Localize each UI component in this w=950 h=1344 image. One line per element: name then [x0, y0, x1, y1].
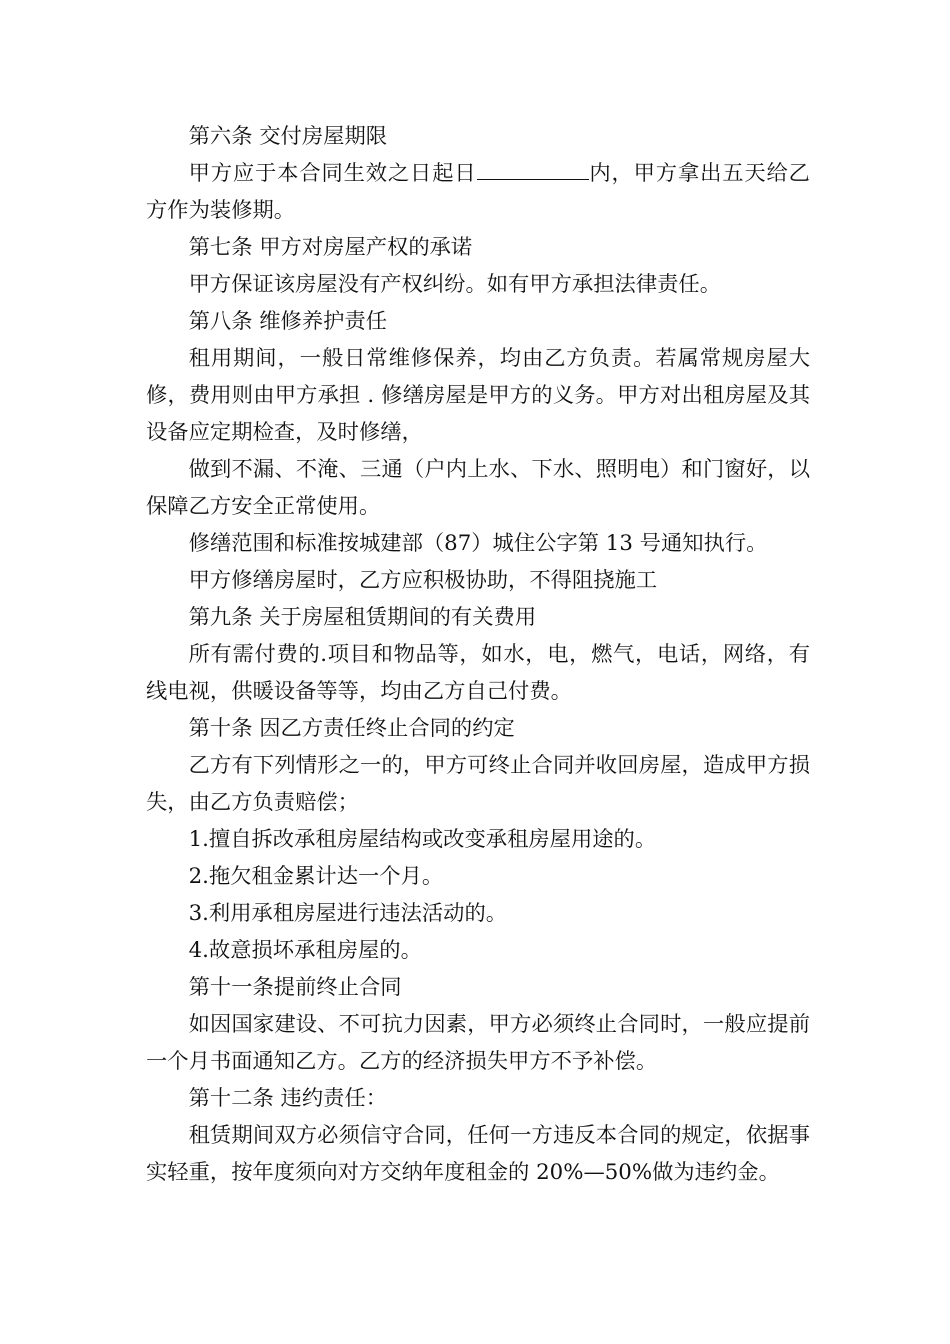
article-6-body-end: 内，甲方拿出五天给乙方作为装修期。	[146, 161, 810, 223]
article-12-heading: 第十二条 违约责任：	[188, 1086, 388, 1111]
list-item: 1.擅自拆改承租房屋结构或改变承租房屋用途的。	[188, 827, 657, 852]
article-8-heading: 第八条 维修养护责任	[188, 309, 388, 334]
list-item: 2.拖欠租金累计达一个月。	[188, 864, 444, 889]
article-7-heading: 第七条 甲方对房屋产权的承诺	[188, 235, 473, 260]
article-9-body: 所有需付费的.项目和物品等，如水，电，燃气，电话，网络，有线电视，供暖设备等等，均由乙方自己付费。	[146, 642, 810, 704]
article-7-body: 甲方保证该房屋没有产权纠纷。如有甲方承担法律责任。	[188, 272, 722, 297]
article-8-body-4: 甲方修缮房屋时，乙方应积极协助，不得阻挠施工	[188, 568, 658, 593]
blank-underline	[477, 157, 589, 180]
article-8-body-2: 做到不漏、不淹、三通（户内上水、下水、照明电）和门窗好，以保障乙方安全正常使用。	[146, 457, 810, 519]
list-item: 3.利用承租房屋进行违法活动的。	[188, 901, 508, 926]
article-6-body	[146, 155, 810, 229]
list-item: 4.故意损坏承租房屋的。	[188, 938, 422, 963]
article-10-heading: 第十条 因乙方责任终止合同的约定	[188, 716, 515, 741]
article-9-heading: 第九条 关于房屋租赁期间的有关费用	[188, 605, 537, 630]
article-11-heading: 第十一条提前终止合同	[188, 975, 402, 1000]
article-11-body: 如因国家建设、不可抗力因素，甲方必须终止合同时，一般应提前一个月书面通知乙方。乙方的经济损失甲方不予补偿。	[146, 1012, 810, 1074]
article-10-body: 乙方有下列情形之一的，甲方可终止合同并收回房屋，造成甲方损失，由乙方负责赔偿；	[146, 753, 810, 815]
article-8-body-1: 租用期间，一般日常维修保养，均由乙方负责。若属常规房屋大修，费用则由甲方承担 . 修缮房屋是甲方的义务。甲方对出租房屋及其设备应定期检查，及时修缮，	[146, 346, 810, 445]
article-6-body-start: 甲方应于本合同生效之日起日	[188, 161, 477, 186]
article-6-heading: 第六条 交付房屋期限	[188, 124, 388, 149]
article-12-body: 租赁期间双方必须信守合同，任何一方违反本合同的规定，依据事实轻重，按年度须向对方交纳年度租金的 20%—50%做为违约金。	[146, 1123, 810, 1185]
document-page	[146, 118, 810, 1191]
article-8-body-3: 修缮范围和标准按城建部（87）城住公字第 13 号通知执行。	[188, 531, 768, 556]
